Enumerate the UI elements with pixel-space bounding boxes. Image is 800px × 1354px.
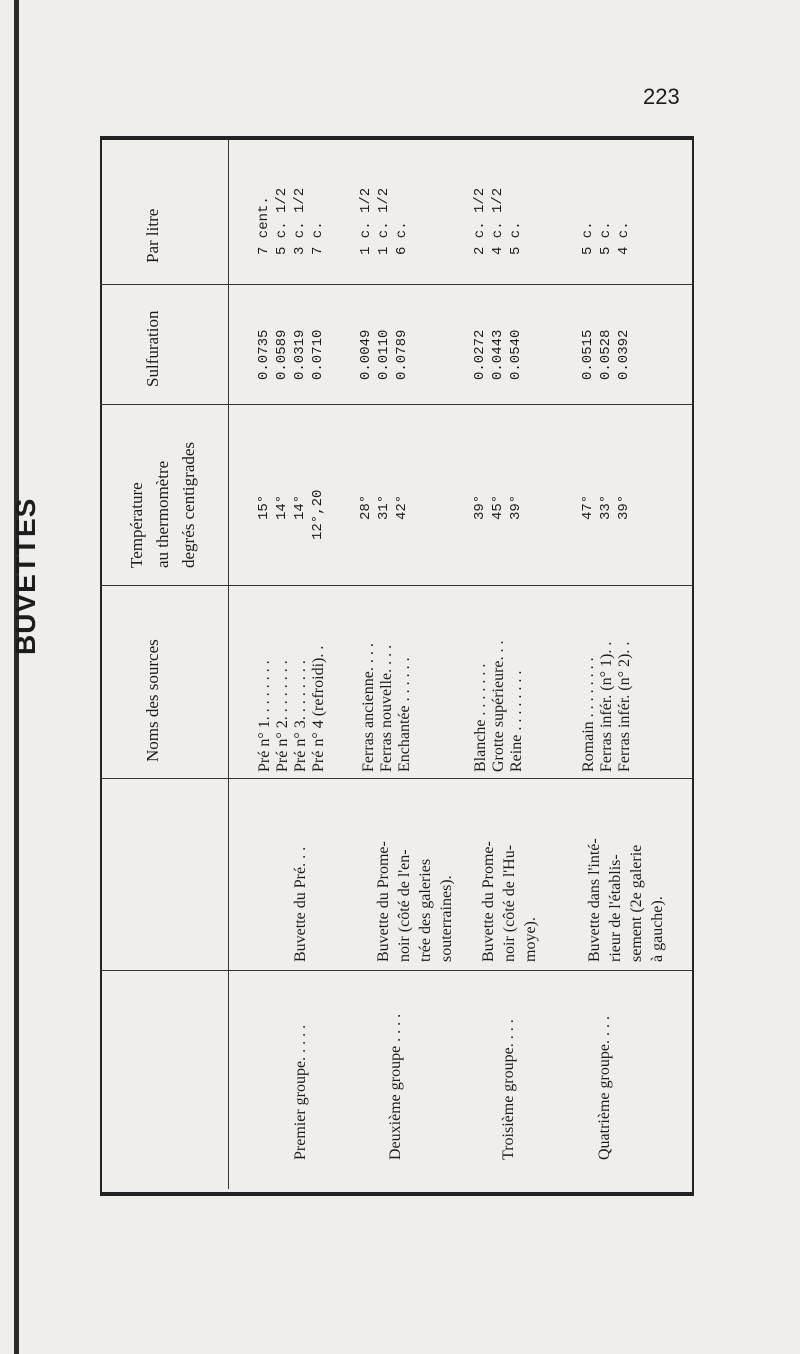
sulfuration-value: 0.0710	[310, 329, 326, 380]
group-label: Quatrième groupe. . . .	[596, 1016, 613, 1160]
source-name: Blanche . . . . . . .	[472, 663, 489, 772]
sulfuration-value: 0.0272	[472, 329, 488, 380]
sulfuration-value: 0.0319	[292, 329, 308, 380]
buvette-line: Buvette dans l'inté-	[586, 838, 603, 962]
buvette-line: Buvette du Pré. . .	[292, 846, 309, 962]
buvette-line: Buvette du Prome-	[375, 841, 392, 962]
page-edge-rule	[14, 0, 19, 1354]
buvette-line: moye).	[522, 917, 539, 962]
header-noms-sources: Noms des sources	[143, 639, 162, 762]
header-column-rule	[228, 139, 229, 1189]
sulfuration-value: 0.0443	[490, 329, 506, 380]
buvette-line: noir (côté de l'Hu-	[501, 844, 518, 962]
buvette-line: souterraines).	[438, 875, 455, 962]
header-temperature-3: degrés centigrades	[179, 441, 198, 568]
buvette-line: noir (côté de l'en-	[396, 849, 413, 962]
source-name: Pré n° 4 (refroidi). .	[310, 645, 327, 772]
price-value: 6 c.	[394, 221, 410, 255]
rule-after-sulfuration	[100, 404, 694, 405]
sulfuration-value: 0.0392	[616, 329, 632, 380]
price-value: 7 c.	[310, 221, 326, 255]
buvette-line: sement (2e galerie	[628, 844, 645, 962]
price-value: 2 c. 1/2	[472, 187, 488, 255]
price-value: 4 c. 1/2	[490, 187, 506, 255]
temperature-value: 42°	[394, 494, 410, 520]
price-value: 7 cent.	[256, 196, 272, 255]
buvette-line: rieur de l'établis-	[607, 854, 624, 962]
temperature-value: 31°	[376, 494, 392, 520]
source-name: Romain . . . . . . . .	[580, 657, 597, 772]
rule-after-par-litre	[100, 284, 694, 285]
price-value: 1 c. 1/2	[358, 187, 374, 255]
temperature-value: 33°	[598, 494, 614, 520]
source-name: Ferras infér. (n° 1). .	[598, 641, 615, 772]
header-temperature-2: au thermomètre	[153, 460, 172, 568]
rule-after-buvettes	[100, 970, 694, 971]
price-value: 4 c.	[616, 221, 632, 255]
source-name: Pré n° 2. . . . . . . .	[274, 660, 291, 772]
group-label: Premier groupe. . . . .	[292, 1024, 309, 1160]
source-name: Ferras ancienne. . . .	[360, 643, 377, 772]
temperature-value: 45°	[490, 494, 506, 520]
sulfuration-value: 0.0515	[580, 329, 596, 380]
group-label: Troisième groupe. . . .	[500, 1019, 517, 1160]
header-sulfuration: Sulfuration	[143, 310, 162, 387]
sulfuration-value: 0.0528	[598, 329, 614, 380]
sulfuration-value: 0.0789	[394, 329, 410, 380]
price-value: 5 c.	[508, 221, 524, 255]
temperature-value: 39°	[616, 494, 632, 520]
sulfuration-value: 0.0735	[256, 329, 272, 380]
price-value: 5 c.	[580, 221, 596, 255]
source-name: Pré n° 1. . . . . . . .	[256, 660, 273, 772]
buvette-line: à gauche).	[649, 896, 666, 962]
source-name: Grotte supérieure. . .	[490, 640, 507, 772]
source-name: Ferras infér. (n° 2). .	[616, 641, 633, 772]
buvette-line: Buvette du Prome-	[480, 841, 497, 962]
temperature-value: 15°	[256, 494, 272, 520]
sulfuration-value: 0.0110	[376, 329, 392, 380]
page-number: 223	[643, 84, 680, 109]
header-temperature-1: Température	[127, 482, 146, 568]
header-par-litre: Par litre	[143, 208, 162, 263]
temperature-value: 14°	[274, 494, 290, 520]
source-name: Pré n° 3. . . . . . . .	[292, 660, 309, 772]
sulfuration-value: 0.0540	[508, 329, 524, 380]
temperature-value: 28°	[358, 494, 374, 520]
price-value: 1 c. 1/2	[376, 187, 392, 255]
price-value: 3 c. 1/2	[292, 187, 308, 255]
temperature-value: 39°	[508, 494, 524, 520]
side-title: BUVETTES	[10, 497, 41, 655]
sulfuration-value: 0.0589	[274, 329, 290, 380]
price-value: 5 c. 1/2	[274, 187, 290, 255]
temperature-value: 12°,20	[310, 489, 326, 540]
source-name: Ferras nouvelle. . . .	[378, 644, 395, 772]
source-name: Reine . . . . . . . .	[508, 670, 525, 772]
rule-after-sources	[100, 778, 694, 779]
rule-after-temperature	[100, 585, 694, 586]
sulfuration-value: 0.0049	[358, 329, 374, 380]
group-label: Deuxième groupe . . . .	[387, 1013, 404, 1160]
buvette-line: trée des galeries	[417, 858, 434, 962]
price-value: 5 c.	[598, 221, 614, 255]
temperature-value: 39°	[472, 494, 488, 520]
temperature-value: 47°	[580, 494, 596, 520]
temperature-value: 14°	[292, 494, 308, 520]
source-name: Enchantée . . . . . .	[396, 657, 413, 772]
